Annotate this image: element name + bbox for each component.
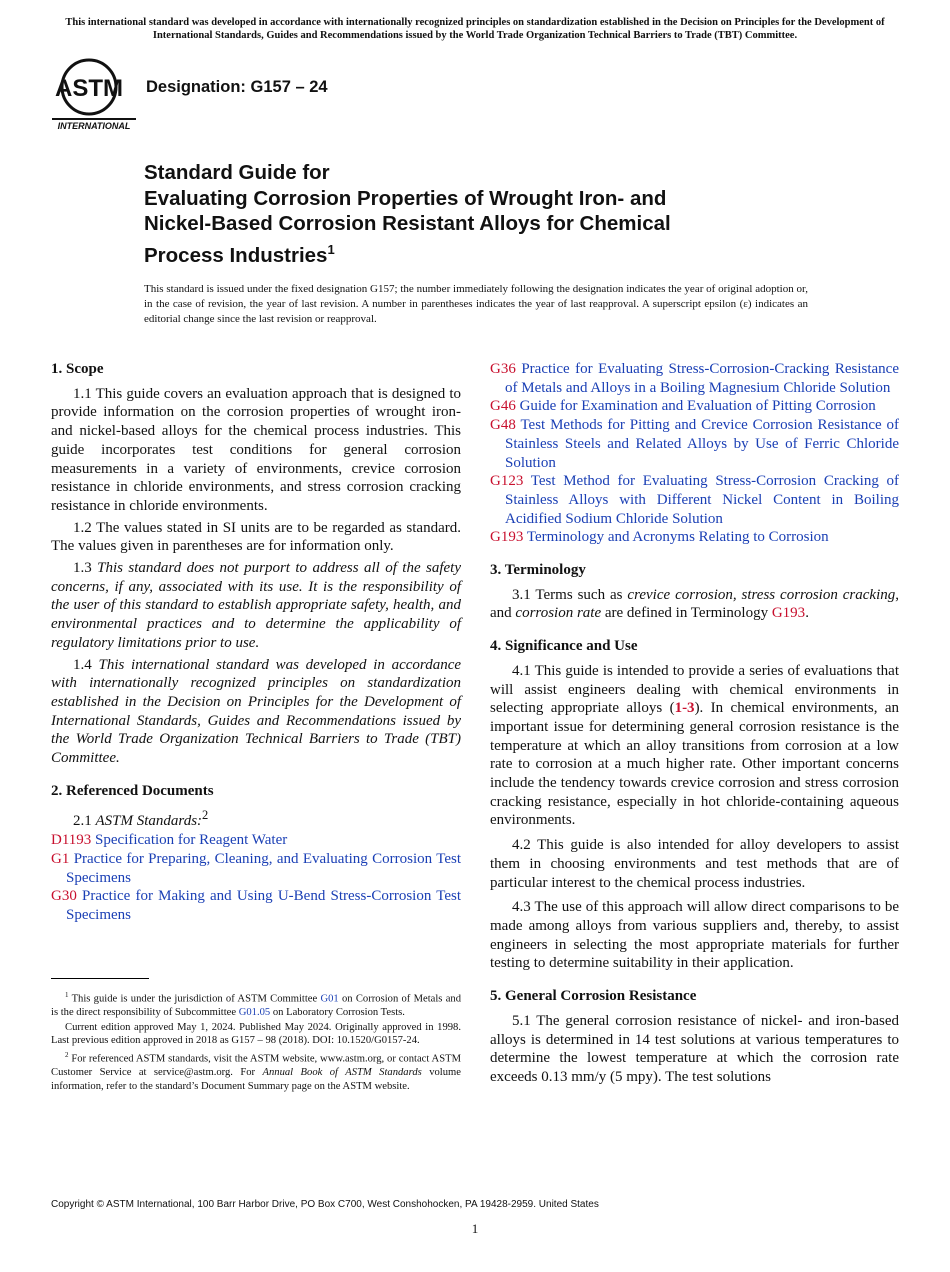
logo-text: ASTM bbox=[55, 75, 123, 102]
issue-note: This standard is issued under the fixed designation G157; the number immediately following the designation indicates the year of original adoption or, in the case of revision, the year of last revision. A number in parentheses indicates the year of last reapproval. A superscript epsilon (ε) indicates an editorial change since the last revision or reapproval. bbox=[144, 283, 808, 325]
ref-item-g46[interactable]: G46 Guide for Examination and Evaluation of Pitting Corrosion bbox=[490, 398, 876, 415]
ref-item-d1193[interactable]: D1193 Specification for Reagent Water bbox=[51, 832, 288, 849]
reference-link-1-3[interactable]: 1-3 bbox=[674, 700, 695, 717]
scope-1-3: 1.3 This standard does not purport to address all of the safety concerns, if any, associated with its use. It is the responsibility of the user of this standard to establish appropriate safety, health, and environmental practices and to determine the applicability of regulatory limitations prior to use. bbox=[51, 560, 462, 651]
ref-item-g30[interactable]: G30 Practice for Making and Using U-Bend Stress-Corrosion Test Specimens bbox=[51, 888, 461, 923]
scope-heading: 1. Scope bbox=[51, 361, 104, 377]
significance-4-2: 4.2 This guide is also intended for alloy developers to assist them in choosing environments and test methods that are of particular interest to the chemical process industries. bbox=[490, 837, 899, 891]
title-line-2: Evaluating Corrosion Properties of Wrought Iron- and bbox=[144, 186, 667, 210]
footnote-edition: Current edition approved May 1, 2024. Published May 2024. Originally approved in 1998. Last previous edition approved in 2018 as G157 – 98 (2018). DOI: 10.1520/G0157-24. bbox=[51, 1021, 461, 1047]
subcommittee-link[interactable]: G01.05 bbox=[238, 1007, 271, 1019]
terminology-heading: 3. Terminology bbox=[490, 562, 586, 579]
logo-subtext: INTERNATIONAL bbox=[57, 121, 131, 131]
committee-link[interactable]: G01 bbox=[320, 993, 339, 1005]
ref-item-g36[interactable]: G36 Practice for Evaluating Stress-Corrosion-Cracking Resistance of Metals and Alloys in a Boiling Magnesium Chloride Solution bbox=[490, 361, 899, 396]
ref-item-g48[interactable]: G48 Test Methods for Pitting and Crevice Corrosion Resistance of Stainless Steels and Related Alloys by Use of Ferric Chloride Solution bbox=[490, 417, 899, 471]
title-footnote-mark: 1 bbox=[327, 241, 335, 257]
terminology-g193-link[interactable]: G193 bbox=[771, 605, 806, 622]
terminology-3-1: 3.1 Terms such as crevice corrosion, stress corrosion cracking, and corrosion rate are defined in Terminology G193. bbox=[490, 586, 899, 622]
astm-logo bbox=[52, 56, 136, 132]
significance-4-3: 4.3 The use of this approach will allow direct comparisons to be made among alloys from various suppliers and, thereby, to assist engineers in selecting the most appropriate materials for further testing to determine suitability in their application. bbox=[490, 899, 899, 972]
copyright: Copyright © ASTM International, 100 Barr Harbor Drive, PO Box C700, West Conshohocken, PA 19428-2959. United States bbox=[51, 1199, 599, 1210]
referenced-heading: 2. Referenced Documents bbox=[51, 782, 214, 799]
scope-1-2: 1.2 The values stated in SI units are to be regarded as standard. The values given in parentheses are for information only. bbox=[51, 519, 461, 555]
footnotes bbox=[51, 989, 461, 1094]
left-column bbox=[51, 360, 461, 925]
scope-1-4: 1.4 This international standard was developed in accordance with internationally recognized principles on standardization established in the Decision on Principles for the Development of International Standards, Guides and Recommendations issued by the World Trade Organization Technical Barriers to Trade (TBT) Committee. bbox=[51, 656, 462, 767]
footnote-2: $^2$ For referenced ASTM standards, visit the ASTM website, www.astm.org, or contact ASTM Customer Service at service@astm.org. For Annual Book of ASTM Standards volume information, refer to the standard’s Document Summary page on the ASTM website. bbox=[51, 1050, 461, 1092]
ref-item-g193[interactable]: G193 Terminology and Acronyms Relating to Corrosion bbox=[490, 529, 829, 546]
astm-standards-label: 2.1 ASTM Standards:$^2$ bbox=[73, 808, 209, 830]
title-line-4: Process Industries bbox=[144, 243, 328, 267]
title-line-1: Standard Guide for bbox=[144, 161, 330, 184]
document-title bbox=[144, 160, 784, 268]
right-column bbox=[490, 360, 899, 1087]
ref-item-g123[interactable]: G123 Test Method for Evaluating Stress-Corrosion Cracking of Stainless Alloys with Different Nickel Content in Boiling Acidified Sodium Chloride Solution bbox=[490, 473, 899, 527]
footnote-divider bbox=[51, 978, 149, 979]
title-line-3: Nickel-Based Corrosion Resistant Alloys for Chemical bbox=[144, 212, 671, 235]
significance-4-1: 4.1 This guide is intended to provide a series of evaluations that will assist engineers dealing with chemical environments in selecting appropriate alloys (1-3). In chemical environments, an important issue for determining general corrosion resistance is the temperature at which an alloy transitions from corrosion at a low rate to corrosion at a much higher rate. Other important concerns include the tendency towards crevice corrosion and stress corrosion cracking resistance, especially in hot chloride-containing aqueous environments. bbox=[490, 662, 899, 829]
footnote-1: $^1$ This guide is under the jurisdiction of ASTM Committee G01 on Corrosion of Metals and is the direct responsibility of Subcommittee G01.05 on Laboratory Corrosion Tests. bbox=[51, 991, 461, 1019]
designation: Designation: G157 – 24 bbox=[146, 78, 328, 96]
general-5-1: 5.1 The general corrosion resistance of nickel- and iron-based alloys is determined in 14 test solutions at various temperatures to determine the lowest temperature at which the corrosion rate exceeds 0.13 mm/y (5 mpy). The test solutions bbox=[490, 1012, 899, 1085]
top-notice: This international standard was developed in accordance with internationally recognized principles on standardization established in the Decision on Principles for the Development of International Standards, Guides and Recommendations issued by the World Trade Organization Technical Barriers to Trade (TBT) Committee. bbox=[65, 17, 885, 41]
significance-heading: 4. Significance and Use bbox=[490, 638, 638, 655]
general-corrosion-heading: 5. General Corrosion Resistance bbox=[490, 988, 697, 1005]
ref-item-g1[interactable]: G1 Practice for Preparing, Cleaning, and Evaluating Corrosion Test Specimens bbox=[51, 850, 461, 886]
page-number: 1 bbox=[471, 1221, 479, 1236]
scope-1-1: 1.1 This guide covers an evaluation approach that is designed to provide information on the corrosion properties of wrought iron- and nickel-based alloys for the chemical process industries. This guide incorporates test conditions for general corrosion measurements in a variety of environments, crevice corrosion resistance in chloride environments, and stress corrosion cracking resistance in chloride environments. bbox=[51, 385, 461, 514]
